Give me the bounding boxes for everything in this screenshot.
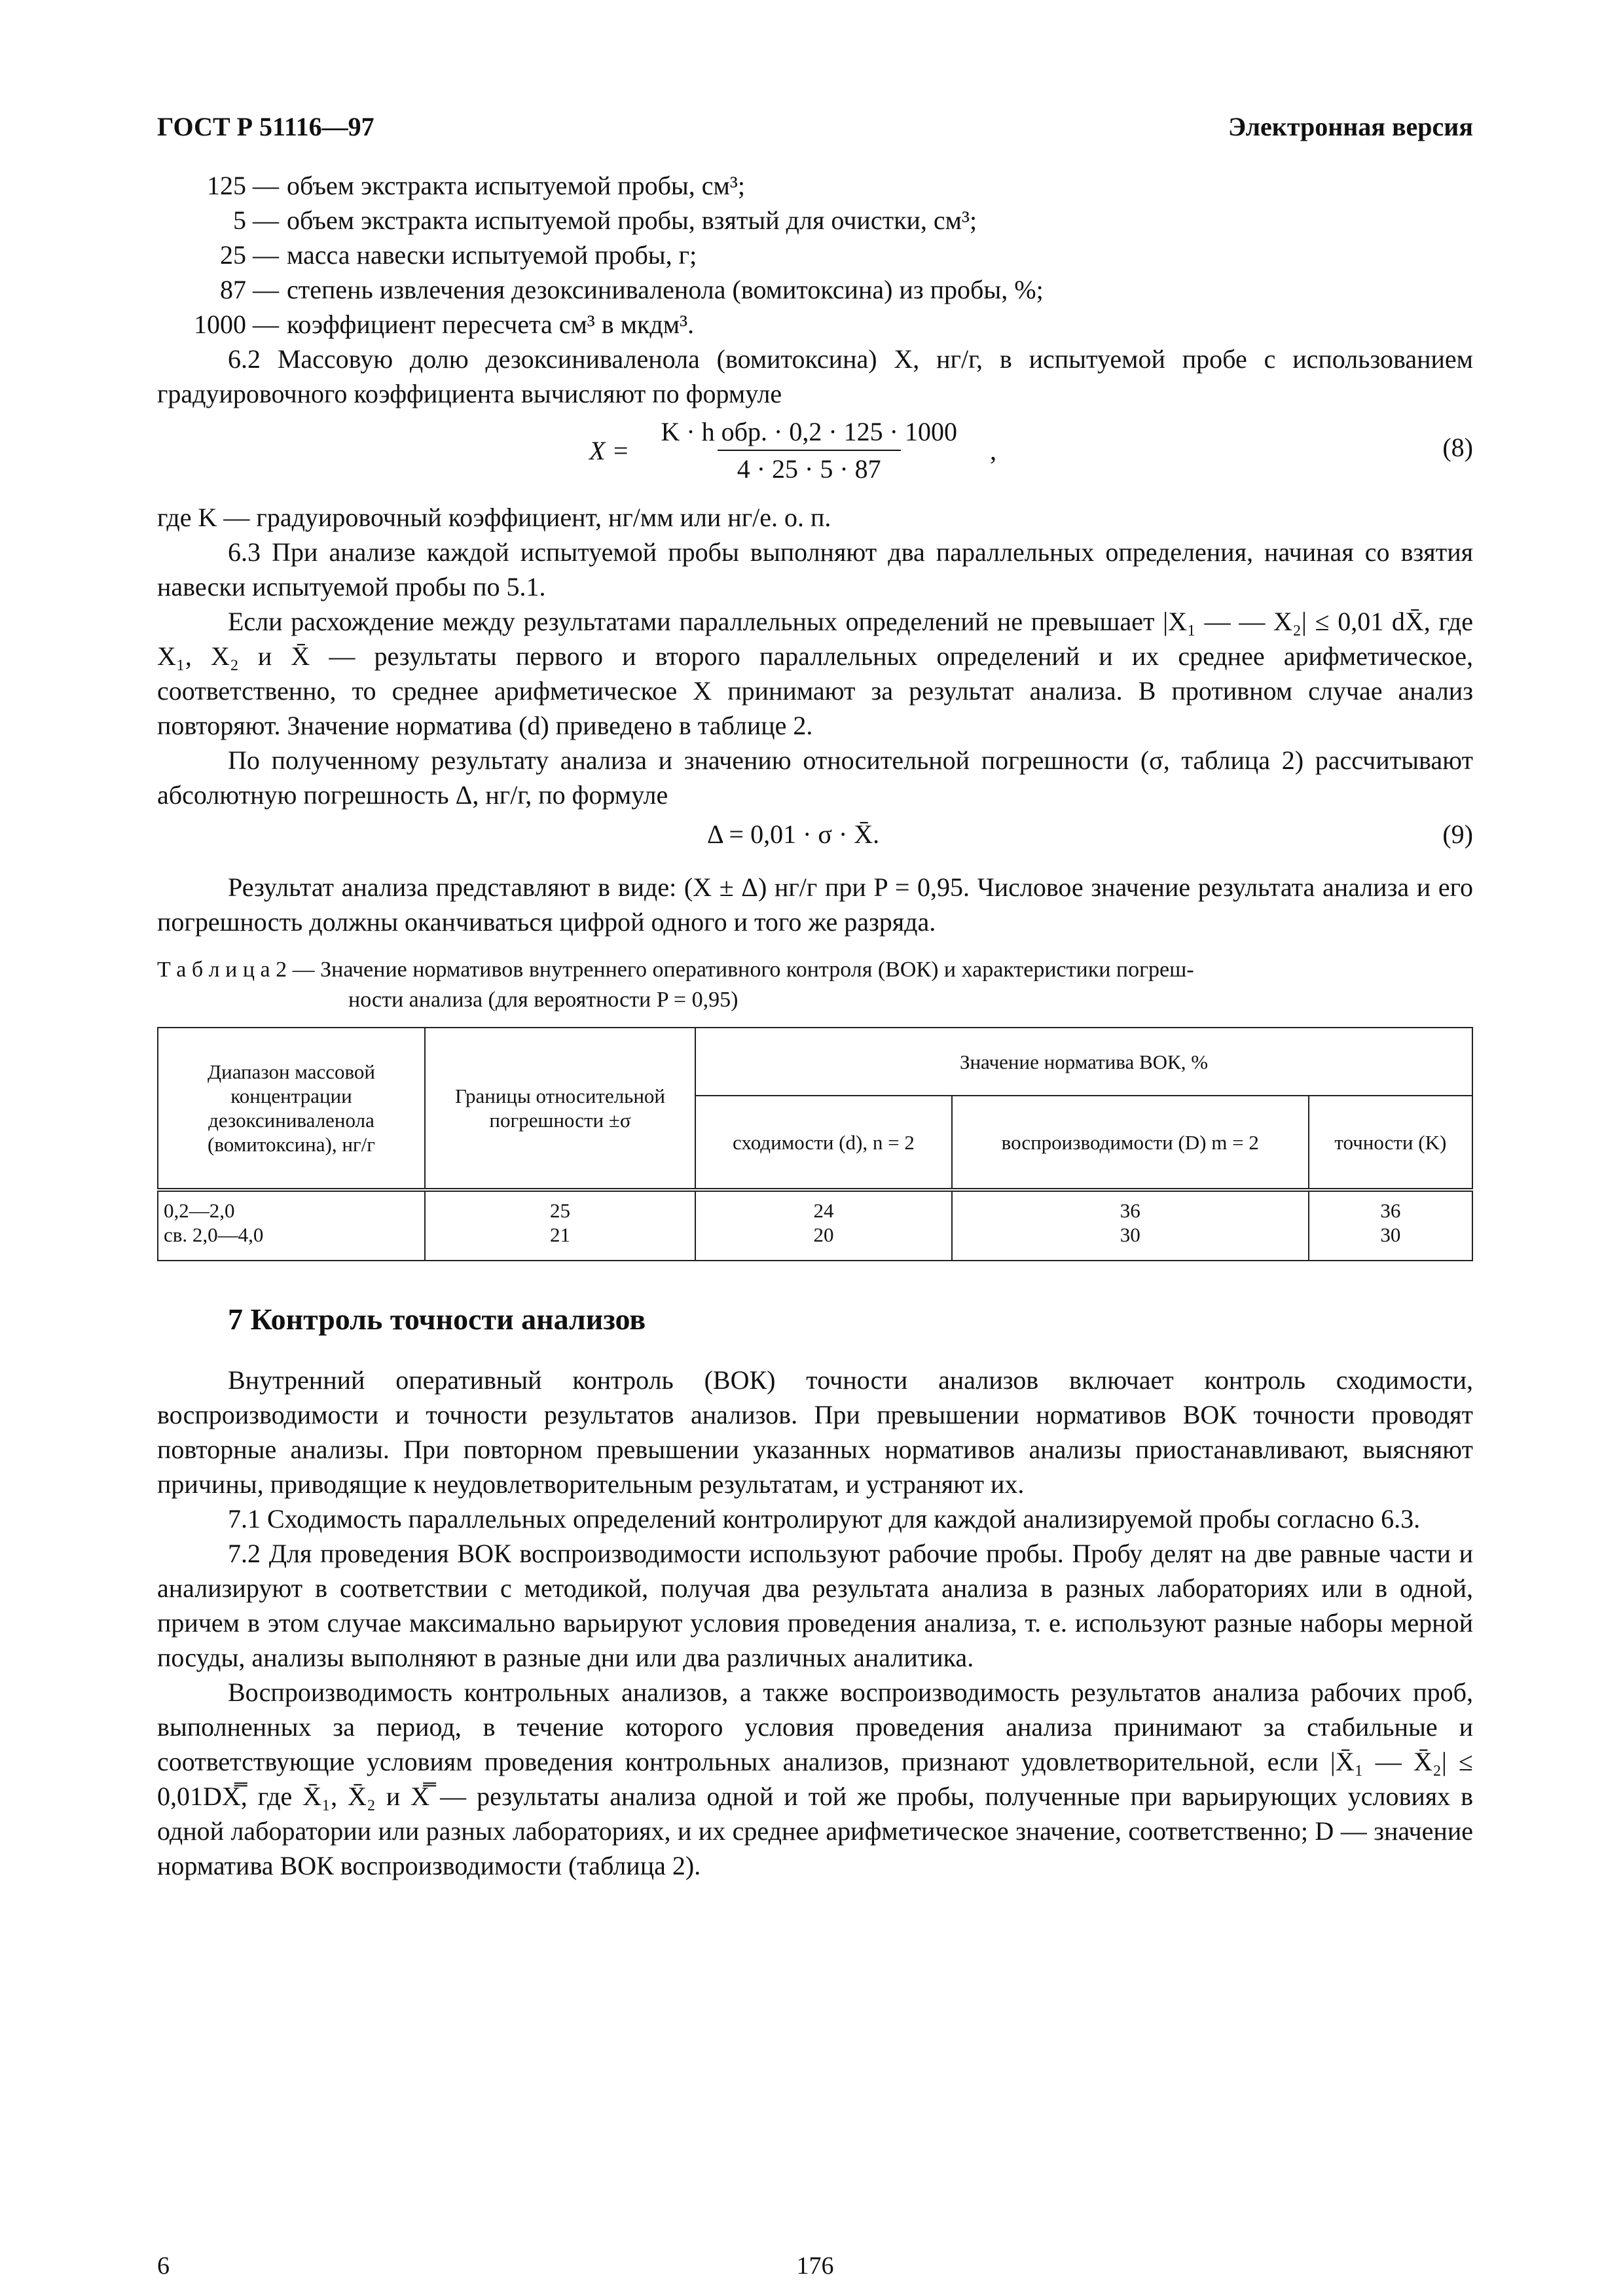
- section-7-title: 7 Контроль точности анализов: [228, 1302, 646, 1336]
- accuracy-value: 36: [1380, 1199, 1401, 1222]
- formula-legend: [157, 168, 1473, 342]
- paragraph-result: Результат анализа представляют в виде: (X ± Δ) нг/г при P = 0,95. Числовое значение результата анализа и его погрешность должны оканчиваться цифрой одного и того же разряда.: [157, 872, 1473, 937]
- cell-accuracy: [1309, 1190, 1472, 1261]
- table-2: [157, 1027, 1473, 1261]
- paragraph-7-1: 7.1 Сходимость параллельных определений контролируют для каждой анализируемой пробы согласно 6.3.: [228, 1504, 1421, 1534]
- legend-description: коэффициент пересчета см³ в мкдм³.: [287, 310, 695, 339]
- legend-value: 1000 —: [194, 310, 279, 339]
- reproducibility-value: 30: [1120, 1223, 1140, 1246]
- legend-item: [157, 238, 1473, 272]
- legend-description: объем экстракта испытуемой пробы, см³;: [287, 171, 745, 200]
- legend-value: 25 —: [220, 240, 279, 270]
- paragraph-7-intro: Внутренний оперативный контроль (ВОК) точности анализов включает контроль сходимости, воспроизводимости и точности результатов анализов. При превышении нормативов ВОК точности проводят повторные анализы. При повторном превышении указанных нормативов анализы приостанавливают, выясняют причины, приводящие к неудовлетворительным результатам, и устраняют их.: [157, 1365, 1473, 1499]
- legend-description: степень извлечения дезоксиниваленола (вомитоксина) из пробы, %;: [287, 275, 1044, 304]
- formula-8-lhs: X =: [589, 435, 630, 465]
- legend-item: [157, 203, 1473, 238]
- convergence-value: 24: [813, 1199, 834, 1222]
- reproducibility-value: 36: [1120, 1199, 1140, 1222]
- where-k-definition: где K — градуировочный коэффициент, нг/мм или нг/е. о. п.: [157, 503, 831, 532]
- document-id: ГОСТ Р 51116—97: [157, 112, 374, 141]
- accuracy-value: 30: [1380, 1223, 1401, 1246]
- version-label: Электронная версия: [1228, 112, 1473, 141]
- cell-convergence: [695, 1190, 952, 1261]
- formula-9: [157, 815, 1473, 861]
- page-number-left: 6: [157, 2252, 170, 2280]
- table-caption-line-1: Т а б л и ц а 2 — Значение нормативов внутреннего оперативного контроля (ВОК) и характеристики погреш-: [157, 958, 1194, 982]
- paragraph-7-reproducibility: Воспроизводимость контрольных анализов, а также воспроизводимость результатов анализа рабочих проб, выполненных за период, в течение которого условия проведения анализа принимают за стабильные и соответствующие условиям проведения контрольных анализов, признают удовлетворительной, если |X̄₁ — X̄₂| ≤ 0,01DX̿, где X̄₁, X̄₂ и X̿ — результаты анализа одной и той же пробы, полученные при варьирующих условиях в одной лаборатории или разных лабораториях, и их среднее арифметическое значение, соответственно; D — значение норматива ВОК воспроизводимости (таблица 2).: [157, 1677, 1473, 1880]
- cell-range: [158, 1190, 425, 1261]
- legend-value: 125 —: [207, 171, 279, 200]
- page-header: [157, 111, 1473, 142]
- header-group: Значение норматива ВОК, %: [695, 1028, 1472, 1096]
- legend-value: 5 —: [233, 206, 279, 235]
- page-number-center: 176: [796, 2252, 834, 2280]
- table-caption: [157, 955, 1473, 1015]
- table-caption-line-2: ности анализа (для вероятности P = 0,95): [348, 988, 739, 1012]
- cell-reproducibility: [952, 1190, 1309, 1261]
- table-row: [158, 1190, 1472, 1261]
- formula-8: [157, 416, 1473, 495]
- paragraph-6-3: 6.3 При анализе каждой испытуемой пробы выполняют два параллельных определения, начиная со взятия навески испытуемой пробы по 5.1.: [157, 537, 1473, 601]
- header-range: Диапазон массовой концентрации дезоксиниваленола (вомитоксина), нг/г: [158, 1028, 425, 1190]
- bounds-value: 25: [550, 1199, 570, 1222]
- document-page: [157, 111, 1473, 1883]
- formula-8-numerator: K · h обр. · 0,2 · 125 · 1000: [661, 417, 957, 446]
- convergence-value: 20: [813, 1223, 834, 1246]
- paragraph-error: По полученному результату анализа и значению относительной погрешности (σ, таблица 2) рассчитывают абсолютную погрешность Δ, нг/г, по формуле: [157, 745, 1473, 810]
- bounds-value: 21: [550, 1223, 570, 1246]
- legend-item: [157, 168, 1473, 203]
- legend-item: [157, 307, 1473, 342]
- formula-8-number: (8): [1442, 433, 1473, 462]
- paragraph-7-2: 7.2 Для проведения ВОК воспроизводимости используют рабочие пробы. Пробу делят на две равные части и анализируют в соответствии с методикой, получая два результата анализа в разных лабораториях или в одной, причем в этом случае максимально варьируют условия проведения анализа, т. е. используют разные наборы мерной посуды, анализы выполняют в разные дни или два различных аналитика.: [157, 1539, 1473, 1672]
- header-convergence: сходимости (d), n = 2: [695, 1096, 952, 1190]
- paragraph-discrepancy: Если расхождение между результатами параллельных определений не превышает |X₁ — — X₂| ≤ 0,01 dX̄, где X₁, X₂ и X̄ — результаты первого и второго параллельных определений и их среднее арифметическое, соответственно, то среднее арифметическое X принимают за результат анализа. В противном случае анализ повторяют. Значение норматива (d) приведено в таблице 2.: [157, 607, 1473, 740]
- cell-bounds: [425, 1190, 695, 1261]
- formula-9-number: (9): [1442, 819, 1473, 849]
- legend-description: масса навески испытуемой пробы, г;: [287, 240, 697, 270]
- header-reproducibility: воспроизводимости (D) m = 2: [952, 1096, 1309, 1190]
- legend-description: объем экстракта испытуемой пробы, взятый для очистки, см³;: [287, 206, 977, 235]
- legend-item: [157, 272, 1473, 307]
- formula-8-trail: ,: [989, 435, 996, 465]
- formula-8-denominator: 4 · 25 · 5 · 87: [718, 450, 901, 484]
- range-value: св. 2,0—4,0: [164, 1223, 264, 1246]
- range-value: 0,2—2,0: [164, 1199, 235, 1222]
- formula-9-expression: Δ = 0,01 · σ · X̄.: [707, 819, 880, 849]
- paragraph-6-2: 6.2 Массовую долю дезоксиниваленола (вомитоксина) X, нг/г, в испытуемой пробе с использованием градуировочного коэффициента вычисляют по формуле: [157, 344, 1473, 408]
- header-bounds: Границы относительной погрешности ±σ: [425, 1028, 695, 1190]
- legend-value: 87 —: [220, 275, 279, 304]
- header-accuracy: точности (K): [1309, 1096, 1472, 1190]
